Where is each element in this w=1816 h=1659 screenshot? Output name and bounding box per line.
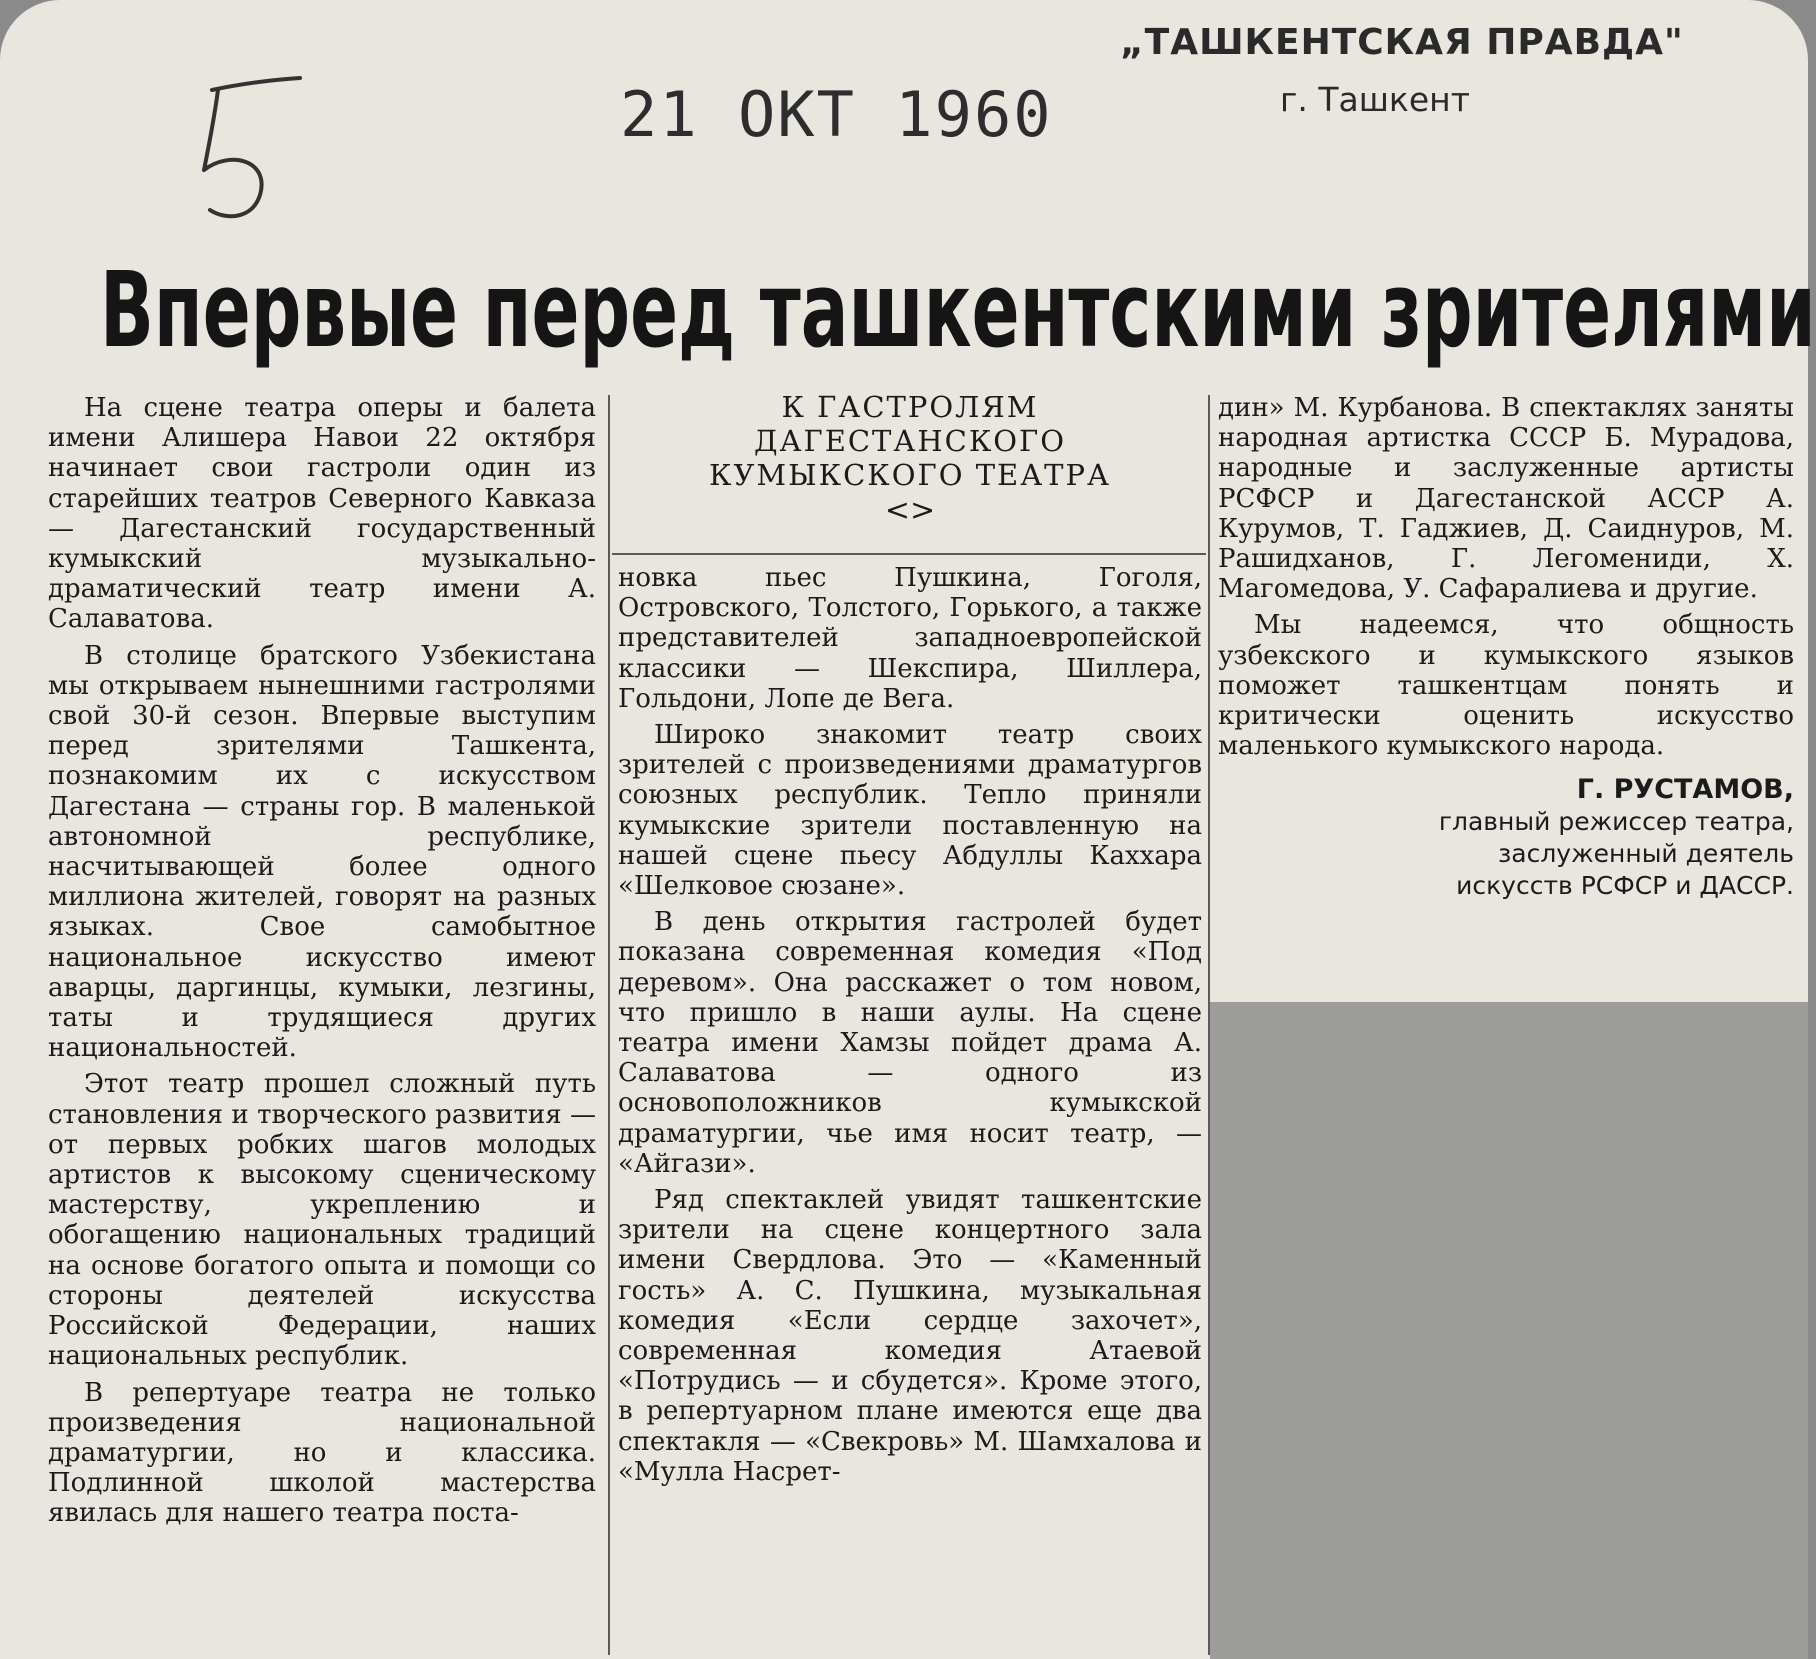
kicker-line: ДАГЕСТАНСКОГО: [753, 424, 1067, 458]
column-divider: [1208, 395, 1210, 1655]
paragraph: В столице братского Узбекистана мы открываем нынешними гастролями свой 30-й сезон. Впервые выступим перед зрителями Ташкента, познакомим их с искусством Дагестана — страны гор. В маленькой автономной республике, насчитывающей более одного миллиона жителей, говорят на разных языках. Свое самобытное национальное искусство имеют аварцы, даргинцы, кумыки, лезгины, таты и трудящиеся других национальностей.: [48, 640, 596, 1064]
article-column-3: [1218, 393, 1794, 902]
paragraph: Ряд спектаклей увидят ташкентские зрители на сцене концертного зала имени Свердлова. Это — «Каменный гость» А. С. Пушкина, музыкальная комедия «Если сердце захочет», современная комедия Атаевой «Потрудись — и сбудется». Кроме этого, в репертуарном плане имеются еще два спектакля — «Свекровь» М. Шамхалова и «Мулла Насрет-: [618, 1185, 1202, 1487]
kicker: [618, 390, 1202, 528]
paragraph: дин» М. Курбанова. В спектаклях заняты народная артистка СССР Б. Мурадова, народные и заслуженные артисты РСФСР и Дагестанской АССР А. Курумов, Т. Гаджиев, Д. Саиднуров, М. Рашидханов, Г. Легомениди, Х. Магомедова, У. Сафаралиева и другие.: [1218, 393, 1794, 605]
kicker-ornament: <>: [884, 493, 936, 528]
kicker-line: КУМЫКСКОГО ТЕАТРА: [709, 458, 1111, 492]
background-area: [1210, 1002, 1808, 1659]
author-name: Г. РУСТАМОВ,: [1576, 774, 1794, 806]
kicker-divider: [612, 553, 1206, 555]
author-role: заслуженный деятель: [1497, 838, 1794, 868]
paragraph: На сцене театра оперы и балета имени Алишера Навои 22 октября начинает свои гастроли один из старейших театров Северного Кавказа — Дагестанский государственный кумыкский музыкально-драматический театр имени А. Салаватова.: [48, 393, 596, 635]
date-stamp: 21 ОКТ 1960: [620, 78, 1053, 151]
author-role: главный режиссер театра,: [1438, 806, 1794, 836]
paragraph: В репертуаре театра не только произведения национальной драматургии, но и классика. Подлинной школой мастерства явилась для нашего театра поста-: [48, 1377, 596, 1529]
paragraph: В день открытия гастролей будет показана современная комедия «Под деревом». Она расскажет о том новом, что пришло в наши аулы. На сцене театра имени Хамзы пойдет драма А. Салаватова — одного из основоположников кумыкской драматургии, чье имя носит театр, — «Айгази».: [618, 907, 1202, 1179]
paragraph: новка пьес Пушкина, Гоголя, Островского, Толстого, Горького, а также представителей западноевропейской классики — Шекспира, Шиллера, Гольдони, Лопе де Вега.: [618, 563, 1202, 714]
kicker-line: К ГАСТРОЛЯМ: [781, 390, 1039, 424]
author-role: искусств РСФСР и ДАССР.: [1456, 870, 1794, 900]
paragraph: Широко знакомит театр своих зрителей с произведениями драматургов союзных республик. Тепло приняли кумыкские зрители поставленную на нашей сцене пьесу Абдуллы Каххара «Шелковое сюзане».: [618, 720, 1202, 902]
paragraph: Мы надеемся, что общность узбекского и кумыкского языков поможет ташкентцам понять и критически оценить искусство маленького кумыкского народа.: [1218, 610, 1794, 762]
paragraph: Этот театр прошел сложный путь становления и творческого развития — от первых робких шагов молодых артистов к высокому сценическому мастерству, укреплению и обогащению национальных традиций на основе богатого опыта и помощи со стороны деятелей искусства Российской Федерации, наших национальных республик.: [48, 1069, 596, 1372]
column-divider: [608, 395, 610, 1655]
city-stamp: г. Ташкент: [1280, 80, 1470, 119]
headline: Впервые перед ташкентскими зрителями: [100, 249, 1816, 371]
article-column-1: [48, 393, 596, 1535]
handwritten-number-5: [190, 70, 310, 230]
newspaper-name-stamp: „ТАШКЕНТСКАЯ ПРАВДА": [1120, 22, 1684, 63]
article-column-2: [618, 563, 1202, 1493]
